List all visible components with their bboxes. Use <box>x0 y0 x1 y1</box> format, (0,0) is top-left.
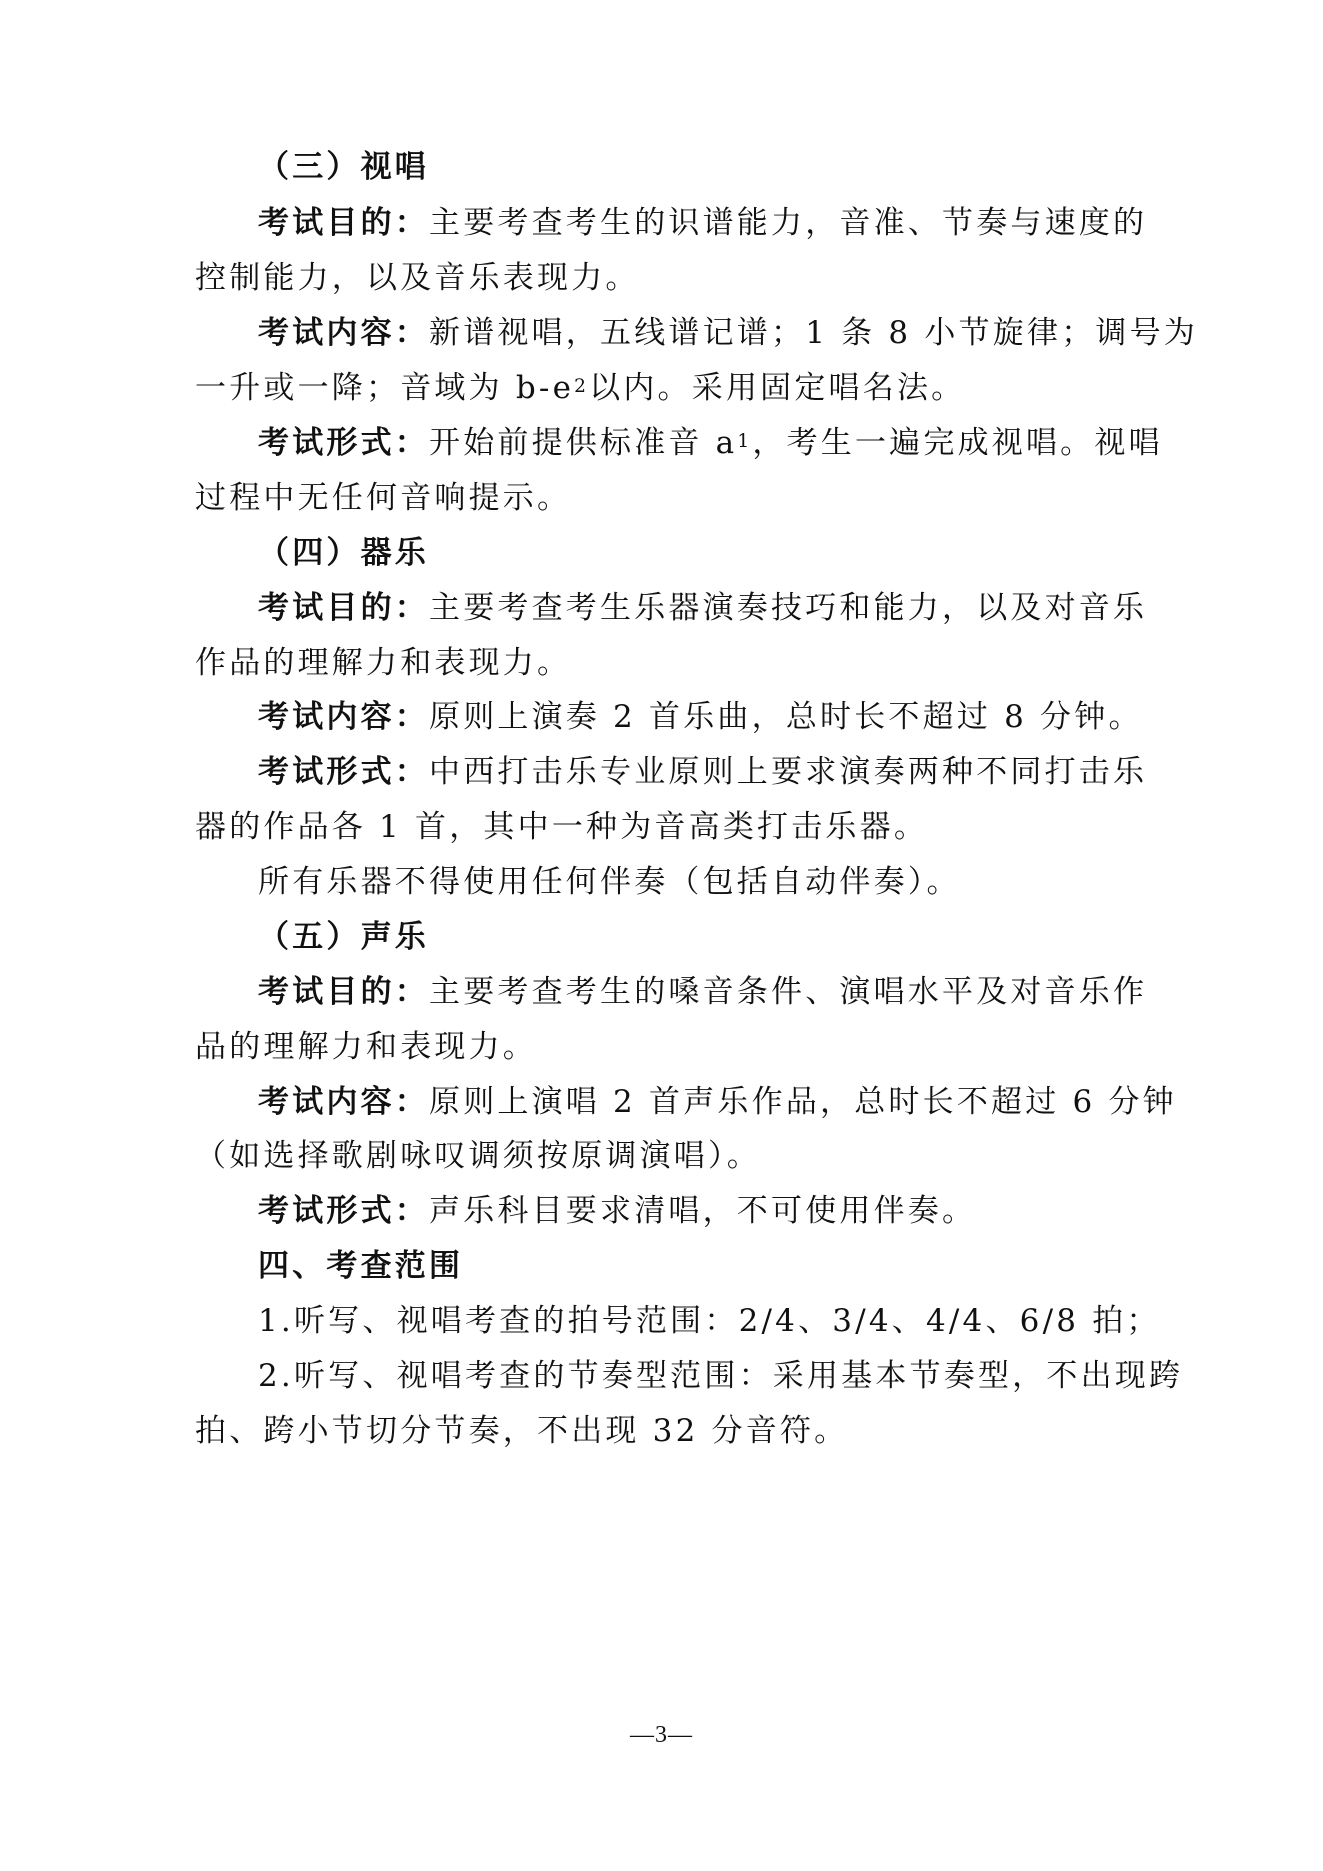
text-run: 原则上演奏 2 首乐曲，总时长不超过 8 分钟。 <box>429 699 1143 735</box>
superscript: 2 <box>574 375 590 397</box>
paragraph-line <box>258 1082 1177 1122</box>
label-exam-form: 考试形式： <box>258 425 429 461</box>
paragraph-line <box>258 972 1148 1012</box>
text-run: 主要考查考生乐器演奏技巧和能力，以及对音乐 <box>429 590 1148 626</box>
label-exam-purpose: 考试目的： <box>258 205 429 241</box>
paragraph-line <box>258 697 1143 737</box>
label-exam-content: 考试内容： <box>258 1084 429 1120</box>
paragraph-line <box>258 588 1148 628</box>
paragraph-line <box>258 313 1199 353</box>
text-run: 开始前提供标准音 a <box>429 425 738 461</box>
paragraph-line: 控制能力，以及音乐表现力。 <box>195 260 640 296</box>
text-run: 新谱视唱，五线谱记谱；1 条 8 小节旋律；调号为 <box>429 315 1199 351</box>
text-run: 以内。采用固定唱名法。 <box>589 370 966 406</box>
label-exam-purpose: 考试目的： <box>258 974 429 1010</box>
text-run: ，考生一遍完成视唱。视唱 <box>752 425 1163 461</box>
label-exam-form: 考试形式： <box>258 754 429 790</box>
paragraph-line <box>258 1191 1140 1231</box>
paragraph-line: 所有乐器不得使用任何伴奏（包括自动伴奏）。 <box>258 864 961 900</box>
section-heading-instrumental: （四）器乐 <box>258 535 429 571</box>
label-exam-content: 考试内容： <box>258 699 429 735</box>
section-heading-vocal: （五）声乐 <box>258 919 429 955</box>
label-exam-purpose: 考试目的： <box>258 590 429 626</box>
paragraph-line <box>258 752 1148 792</box>
text-run: 主要考查考生的识谱能力，音准、节奏与速度的 <box>429 205 1148 241</box>
paragraph-line: 作品的理解力和表现力。 <box>195 645 572 681</box>
paragraph-line <box>258 203 1148 243</box>
label-exam-content: 考试内容： <box>258 315 429 351</box>
text-run: 一升或一降；音域为 b-e <box>195 370 575 406</box>
paragraph-line: 过程中无任何音响提示。 <box>195 480 572 516</box>
paragraph-line: 品的理解力和表现力。 <box>195 1029 537 1065</box>
paragraph-line: 器的作品各 1 首，其中一种为音高类打击乐器。 <box>195 809 929 845</box>
paragraph-line: （如选择歌剧咏叹调须按原调演唱）。 <box>195 1138 761 1174</box>
text-run: 中西打击乐专业原则上要求演奏两种不同打击乐 <box>429 754 1148 790</box>
page-number: —3— <box>630 1722 693 1748</box>
list-item-continuation: 拍、跨小节切分节奏，不出现 32 分音符。 <box>195 1413 849 1449</box>
text-run: 主要考查考生的嗓音条件、演唱水平及对音乐作 <box>429 974 1148 1010</box>
paragraph-line <box>195 368 1140 408</box>
text-run: 原则上演唱 2 首声乐作品，总时长不超过 6 分钟 <box>429 1084 1177 1120</box>
section-heading-scope: 四、考查范围 <box>258 1248 464 1284</box>
section-heading-sight-singing: （三）视唱 <box>258 149 429 185</box>
paragraph-line <box>258 423 1163 463</box>
list-item: 1.听写、视唱考查的拍号范围：2/4、3/4、4/4、6/8 拍； <box>258 1303 1161 1339</box>
text-run: 声乐科目要求清唱，不可使用伴奏。 <box>429 1193 977 1229</box>
label-exam-form: 考试形式： <box>258 1193 429 1229</box>
list-item: 2.听写、视唱考查的节奏型范围：采用基本节奏型，不出现跨 <box>258 1358 1184 1394</box>
superscript: 1 <box>737 430 753 452</box>
